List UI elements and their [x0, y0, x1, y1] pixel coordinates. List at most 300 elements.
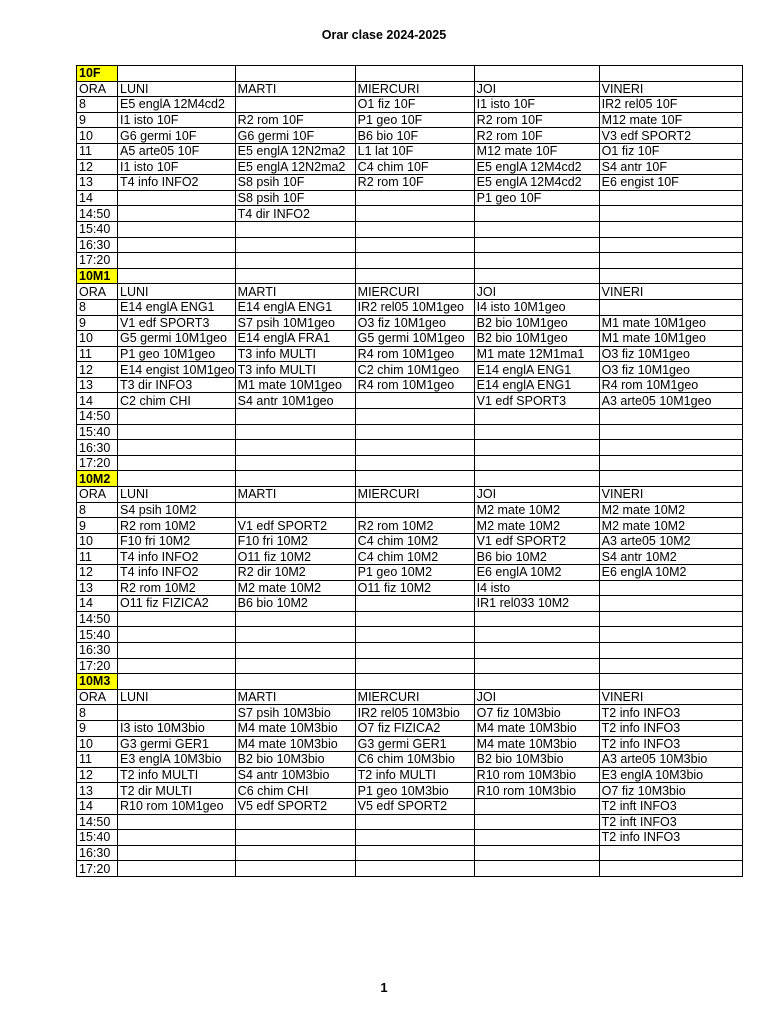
lesson-cell — [118, 206, 236, 222]
lesson-cell: S4 antr 10F — [599, 159, 742, 175]
hour-cell: 11 — [77, 143, 118, 159]
timetable-row — [77, 206, 743, 222]
lesson-cell: E14 englA ENG1 — [118, 299, 236, 315]
timetable-row — [77, 518, 743, 534]
lesson-cell — [599, 642, 742, 658]
lesson-cell: V5 edf SPORT2 — [355, 798, 474, 814]
lesson-cell: O3 fiz 10M1geo — [599, 362, 742, 378]
lesson-cell: IR2 rel05 10M3bio — [355, 705, 474, 721]
lesson-cell: R2 rom 10M2 — [118, 580, 236, 596]
lesson-cell: I3 isto 10M3bio — [118, 720, 236, 736]
lesson-cell: E6 engist 10F — [599, 175, 742, 191]
hour-column-header: ORA — [77, 81, 118, 97]
hour-cell: 10 — [77, 533, 118, 549]
lesson-cell: S4 antr 10M2 — [599, 549, 742, 565]
hour-cell: 13 — [77, 783, 118, 799]
lesson-cell: E5 englA 12M4cd2 — [474, 175, 599, 191]
timetable-row — [77, 315, 743, 331]
lesson-cell — [235, 409, 355, 425]
lesson-cell: S7 psih 10M3bio — [235, 705, 355, 721]
lesson-cell: A3 arte05 10M1geo — [599, 393, 742, 409]
timetable-row — [77, 861, 743, 877]
day-column-header: MARTI — [235, 689, 355, 705]
lesson-cell — [474, 814, 599, 830]
lesson-cell: R2 rom 10M2 — [118, 518, 236, 534]
lesson-cell — [235, 97, 355, 113]
lesson-cell — [355, 409, 474, 425]
day-column-header: MARTI — [235, 81, 355, 97]
lesson-cell — [355, 206, 474, 222]
timetable-row — [77, 658, 743, 674]
lesson-cell: T4 dir INFO2 — [235, 206, 355, 222]
lesson-cell — [474, 861, 599, 877]
lesson-cell: E3 englA 10M3bio — [599, 767, 742, 783]
day-column-header: LUNI — [118, 689, 236, 705]
lesson-cell: T4 info INFO2 — [118, 175, 236, 191]
lesson-cell — [235, 658, 355, 674]
lesson-cell — [355, 658, 474, 674]
lesson-cell — [118, 830, 236, 846]
day-header-row — [77, 81, 743, 97]
day-header-row — [77, 689, 743, 705]
timetable-row — [77, 549, 743, 565]
lesson-cell: B2 bio 10M3bio — [474, 752, 599, 768]
lesson-cell: T2 info INFO3 — [599, 830, 742, 846]
empty-cell — [474, 674, 599, 690]
timetable-row — [77, 175, 743, 191]
lesson-cell — [599, 627, 742, 643]
lesson-cell — [118, 705, 236, 721]
lesson-cell — [118, 845, 236, 861]
lesson-cell: T3 dir INFO3 — [118, 377, 236, 393]
lesson-cell — [118, 190, 236, 206]
lesson-cell: S4 antr 10M1geo — [235, 393, 355, 409]
lesson-cell — [235, 814, 355, 830]
lesson-cell: M2 mate 10M2 — [235, 580, 355, 596]
lesson-cell — [118, 642, 236, 658]
lesson-cell: V1 edf SPORT3 — [474, 393, 599, 409]
lesson-cell — [355, 253, 474, 269]
lesson-cell: O7 fiz 10M3bio — [474, 705, 599, 721]
lesson-cell: M2 mate 10M2 — [599, 502, 742, 518]
lesson-cell — [599, 237, 742, 253]
lesson-cell — [235, 642, 355, 658]
lesson-cell: V1 edf SPORT2 — [235, 518, 355, 534]
lesson-cell — [355, 642, 474, 658]
lesson-cell: R2 dir 10M2 — [235, 565, 355, 581]
hour-cell: 17:20 — [77, 658, 118, 674]
lesson-cell: T2 inft INFO3 — [599, 814, 742, 830]
day-column-header: LUNI — [118, 487, 236, 503]
lesson-cell: O1 fiz 10F — [599, 143, 742, 159]
lesson-cell — [118, 253, 236, 269]
hour-cell: 17:20 — [77, 861, 118, 877]
lesson-cell: C6 chim CHI — [235, 783, 355, 799]
lesson-cell: M4 mate 10M3bio — [235, 720, 355, 736]
lesson-cell: S8 psih 10F — [235, 175, 355, 191]
lesson-cell — [118, 658, 236, 674]
timetable-row — [77, 237, 743, 253]
lesson-cell: M4 mate 10M3bio — [474, 720, 599, 736]
hour-column-header: ORA — [77, 487, 118, 503]
lesson-cell — [474, 658, 599, 674]
lesson-cell — [599, 206, 742, 222]
lesson-cell: E14 englA ENG1 — [474, 377, 599, 393]
timetable-row — [77, 440, 743, 456]
lesson-cell: O11 fiz 10M2 — [355, 580, 474, 596]
hour-cell: 8 — [77, 502, 118, 518]
lesson-cell: G5 germi 10M1geo — [355, 331, 474, 347]
lesson-cell — [599, 440, 742, 456]
hour-cell: 16:30 — [77, 237, 118, 253]
day-column-header: JOI — [474, 81, 599, 97]
page-number: 1 — [380, 980, 388, 995]
hour-cell: 14 — [77, 596, 118, 612]
hour-cell: 11 — [77, 346, 118, 362]
hour-cell: 12 — [77, 159, 118, 175]
lesson-cell: M1 mate 10M1geo — [235, 377, 355, 393]
lesson-cell — [118, 627, 236, 643]
empty-cell — [355, 66, 474, 82]
class-section-row — [77, 268, 743, 284]
lesson-cell — [599, 409, 742, 425]
lesson-cell — [235, 861, 355, 877]
hour-cell: 12 — [77, 767, 118, 783]
lesson-cell: T2 info INFO3 — [599, 736, 742, 752]
timetable-row — [77, 393, 743, 409]
class-section-row — [77, 674, 743, 690]
class-name: 10M1 — [77, 268, 118, 284]
lesson-cell: M12 mate 10F — [474, 143, 599, 159]
day-column-header: VINERI — [599, 487, 742, 503]
lesson-cell: P1 geo 10M2 — [355, 565, 474, 581]
lesson-cell — [474, 798, 599, 814]
timetable-row — [77, 159, 743, 175]
document-title: Orar clase 2024-2025 — [321, 28, 447, 42]
timetable-row — [77, 190, 743, 206]
day-column-header: MIERCURI — [355, 284, 474, 300]
hour-cell: 14 — [77, 393, 118, 409]
timetable-body — [77, 66, 743, 877]
lesson-cell: C4 chim 10M2 — [355, 533, 474, 549]
lesson-cell: R4 rom 10M1geo — [355, 377, 474, 393]
lesson-cell: O3 fiz 10M1geo — [355, 315, 474, 331]
timetable-row — [77, 705, 743, 721]
lesson-cell — [235, 253, 355, 269]
lesson-cell: E5 englA 12N2ma2 — [235, 143, 355, 159]
lesson-cell: G6 germi 10F — [235, 128, 355, 144]
lesson-cell: M2 mate 10M2 — [474, 518, 599, 534]
lesson-cell — [235, 845, 355, 861]
hour-cell: 8 — [77, 97, 118, 113]
hour-cell: 14:50 — [77, 814, 118, 830]
lesson-cell: T4 info INFO2 — [118, 565, 236, 581]
hour-cell: 11 — [77, 752, 118, 768]
timetable-row — [77, 814, 743, 830]
lesson-cell: M1 mate 12M1ma1 — [474, 346, 599, 362]
empty-cell — [599, 268, 742, 284]
lesson-cell — [474, 627, 599, 643]
day-header-row — [77, 284, 743, 300]
lesson-cell: IR1 rel033 10M2 — [474, 596, 599, 612]
lesson-cell: R2 rom 10F — [355, 175, 474, 191]
lesson-cell — [599, 424, 742, 440]
empty-cell — [474, 66, 599, 82]
lesson-cell: R2 rom 10F — [474, 128, 599, 144]
lesson-cell — [118, 424, 236, 440]
lesson-cell — [235, 627, 355, 643]
hour-cell: 16:30 — [77, 845, 118, 861]
lesson-cell — [474, 424, 599, 440]
hour-cell: 16:30 — [77, 642, 118, 658]
lesson-cell — [235, 424, 355, 440]
lesson-cell: V1 edf SPORT3 — [118, 315, 236, 331]
timetable-row — [77, 720, 743, 736]
hour-cell: 14 — [77, 190, 118, 206]
hour-cell: 13 — [77, 580, 118, 596]
lesson-cell: B6 bio 10F — [355, 128, 474, 144]
empty-cell — [235, 674, 355, 690]
lesson-cell: I4 isto — [474, 580, 599, 596]
lesson-cell — [355, 627, 474, 643]
lesson-cell: O3 fiz 10M1geo — [599, 346, 742, 362]
timetable-row — [77, 736, 743, 752]
lesson-cell — [355, 440, 474, 456]
hour-cell: 17:20 — [77, 455, 118, 471]
lesson-cell — [355, 596, 474, 612]
hour-cell: 12 — [77, 362, 118, 378]
lesson-cell — [118, 221, 236, 237]
lesson-cell: O7 fiz 10M3bio — [599, 783, 742, 799]
hour-cell: 9 — [77, 518, 118, 534]
lesson-cell — [118, 237, 236, 253]
empty-cell — [474, 268, 599, 284]
empty-cell — [235, 268, 355, 284]
empty-cell — [235, 471, 355, 487]
day-column-header: LUNI — [118, 284, 236, 300]
lesson-cell: B2 bio 10M1geo — [474, 331, 599, 347]
lesson-cell — [474, 845, 599, 861]
day-column-header: MIERCURI — [355, 689, 474, 705]
hour-cell: 13 — [77, 175, 118, 191]
lesson-cell: IR2 rel05 10F — [599, 97, 742, 113]
hour-cell: 8 — [77, 705, 118, 721]
day-column-header: MARTI — [235, 487, 355, 503]
lesson-cell — [599, 658, 742, 674]
lesson-cell: T2 info MULTI — [118, 767, 236, 783]
lesson-cell: E5 englA 12N2ma2 — [235, 159, 355, 175]
empty-cell — [118, 471, 236, 487]
timetable-row — [77, 299, 743, 315]
empty-cell — [599, 66, 742, 82]
timetable-row — [77, 752, 743, 768]
lesson-cell — [474, 830, 599, 846]
lesson-cell: M1 mate 10M1geo — [599, 331, 742, 347]
lesson-cell: R4 rom 10M1geo — [355, 346, 474, 362]
lesson-cell — [474, 409, 599, 425]
lesson-cell: M4 mate 10M3bio — [235, 736, 355, 752]
lesson-cell: I1 isto 10F — [118, 112, 236, 128]
lesson-cell: E14 englA ENG1 — [474, 362, 599, 378]
day-header-row — [77, 487, 743, 503]
day-column-header: MIERCURI — [355, 487, 474, 503]
timetable-row — [77, 253, 743, 269]
lesson-cell: R10 rom 10M3bio — [474, 783, 599, 799]
lesson-cell: R10 rom 10M3bio — [474, 767, 599, 783]
empty-cell — [355, 268, 474, 284]
timetable-row — [77, 455, 743, 471]
day-column-header: VINERI — [599, 689, 742, 705]
lesson-cell: I1 isto 10F — [474, 97, 599, 113]
lesson-cell — [355, 393, 474, 409]
timetable — [76, 65, 743, 877]
lesson-cell: C2 chim 10M1geo — [355, 362, 474, 378]
lesson-cell: P1 geo 10F — [355, 112, 474, 128]
lesson-cell: G3 germi GER1 — [118, 736, 236, 752]
lesson-cell: C4 chim 10F — [355, 159, 474, 175]
day-column-header: JOI — [474, 284, 599, 300]
lesson-cell — [118, 409, 236, 425]
timetable-row — [77, 845, 743, 861]
timetable-row — [77, 97, 743, 113]
lesson-cell — [355, 190, 474, 206]
lesson-cell — [474, 221, 599, 237]
lesson-cell — [355, 861, 474, 877]
lesson-cell — [355, 237, 474, 253]
lesson-cell: C6 chim 10M3bio — [355, 752, 474, 768]
lesson-cell — [118, 455, 236, 471]
lesson-cell — [118, 611, 236, 627]
lesson-cell: E14 englA FRA1 — [235, 331, 355, 347]
timetable-row — [77, 580, 743, 596]
lesson-cell — [599, 596, 742, 612]
empty-cell — [355, 471, 474, 487]
hour-cell: 15:40 — [77, 830, 118, 846]
lesson-cell — [599, 190, 742, 206]
lesson-cell — [355, 502, 474, 518]
lesson-cell: M2 mate 10M2 — [474, 502, 599, 518]
lesson-cell — [355, 221, 474, 237]
lesson-cell: T4 info INFO2 — [118, 549, 236, 565]
hour-cell: 17:20 — [77, 253, 118, 269]
lesson-cell: O11 fiz FIZICA2 — [118, 596, 236, 612]
lesson-cell — [235, 502, 355, 518]
day-column-header: VINERI — [599, 284, 742, 300]
timetable-row — [77, 565, 743, 581]
lesson-cell: E5 englA 12M4cd2 — [118, 97, 236, 113]
timetable-row — [77, 783, 743, 799]
hour-cell: 14:50 — [77, 611, 118, 627]
empty-cell — [599, 674, 742, 690]
lesson-cell: S8 psih 10F — [235, 190, 355, 206]
lesson-cell — [474, 611, 599, 627]
timetable-row — [77, 143, 743, 159]
lesson-cell: M4 mate 10M3bio — [474, 736, 599, 752]
lesson-cell — [118, 861, 236, 877]
timetable-row — [77, 533, 743, 549]
lesson-cell: M12 mate 10F — [599, 112, 742, 128]
empty-cell — [235, 66, 355, 82]
hour-cell: 9 — [77, 720, 118, 736]
lesson-cell: E6 englA 10M2 — [599, 565, 742, 581]
lesson-cell: V3 edf SPORT2 — [599, 128, 742, 144]
hour-column-header: ORA — [77, 284, 118, 300]
lesson-cell: V5 edf SPORT2 — [235, 798, 355, 814]
hour-cell: 8 — [77, 299, 118, 315]
lesson-cell — [355, 424, 474, 440]
lesson-cell — [599, 299, 742, 315]
lesson-cell: S7 psih 10M1geo — [235, 315, 355, 331]
lesson-cell: G3 germi GER1 — [355, 736, 474, 752]
day-column-header: MIERCURI — [355, 81, 474, 97]
lesson-cell — [235, 237, 355, 253]
lesson-cell — [599, 861, 742, 877]
lesson-cell — [355, 845, 474, 861]
hour-cell: 14:50 — [77, 206, 118, 222]
timetable-row — [77, 424, 743, 440]
lesson-cell: B6 bio 10M2 — [474, 549, 599, 565]
lesson-cell: I4 isto 10M1geo — [474, 299, 599, 315]
timetable-row — [77, 346, 743, 362]
lesson-cell: F10 fri 10M2 — [235, 533, 355, 549]
timetable-row — [77, 642, 743, 658]
lesson-cell: R2 rom 10M2 — [355, 518, 474, 534]
lesson-cell: T2 inft INFO3 — [599, 798, 742, 814]
lesson-cell — [474, 455, 599, 471]
class-name: 10F — [77, 66, 118, 82]
lesson-cell: L1 lat 10F — [355, 143, 474, 159]
lesson-cell — [474, 440, 599, 456]
lesson-cell — [235, 830, 355, 846]
lesson-cell: R10 rom 10M1geo — [118, 798, 236, 814]
hour-cell: 15:40 — [77, 424, 118, 440]
day-column-header: VINERI — [599, 81, 742, 97]
lesson-cell: C2 chim CHI — [118, 393, 236, 409]
lesson-cell — [599, 253, 742, 269]
empty-cell — [355, 674, 474, 690]
lesson-cell: A5 arte05 10F — [118, 143, 236, 159]
lesson-cell — [355, 830, 474, 846]
lesson-cell: R4 rom 10M1geo — [599, 377, 742, 393]
lesson-cell — [474, 642, 599, 658]
lesson-cell — [118, 440, 236, 456]
lesson-cell — [118, 814, 236, 830]
lesson-cell — [235, 611, 355, 627]
lesson-cell: T2 info INFO3 — [599, 720, 742, 736]
lesson-cell: P1 geo 10M1geo — [118, 346, 236, 362]
hour-cell: 15:40 — [77, 627, 118, 643]
class-section-row — [77, 471, 743, 487]
timetable-row — [77, 377, 743, 393]
timetable-row — [77, 409, 743, 425]
lesson-cell — [235, 455, 355, 471]
lesson-cell: S4 antr 10M3bio — [235, 767, 355, 783]
lesson-cell: M1 mate 10M1geo — [599, 315, 742, 331]
hour-cell: 13 — [77, 377, 118, 393]
timetable-row — [77, 830, 743, 846]
lesson-cell: F10 fri 10M2 — [118, 533, 236, 549]
empty-cell — [599, 471, 742, 487]
lesson-cell — [355, 611, 474, 627]
lesson-cell — [599, 455, 742, 471]
hour-cell: 14:50 — [77, 409, 118, 425]
lesson-cell: E14 engist 10M1geo — [118, 362, 236, 378]
lesson-cell: E6 englA 10M2 — [474, 565, 599, 581]
timetable-row — [77, 112, 743, 128]
timetable-row — [77, 798, 743, 814]
timetable-row — [77, 627, 743, 643]
timetable-row — [77, 611, 743, 627]
